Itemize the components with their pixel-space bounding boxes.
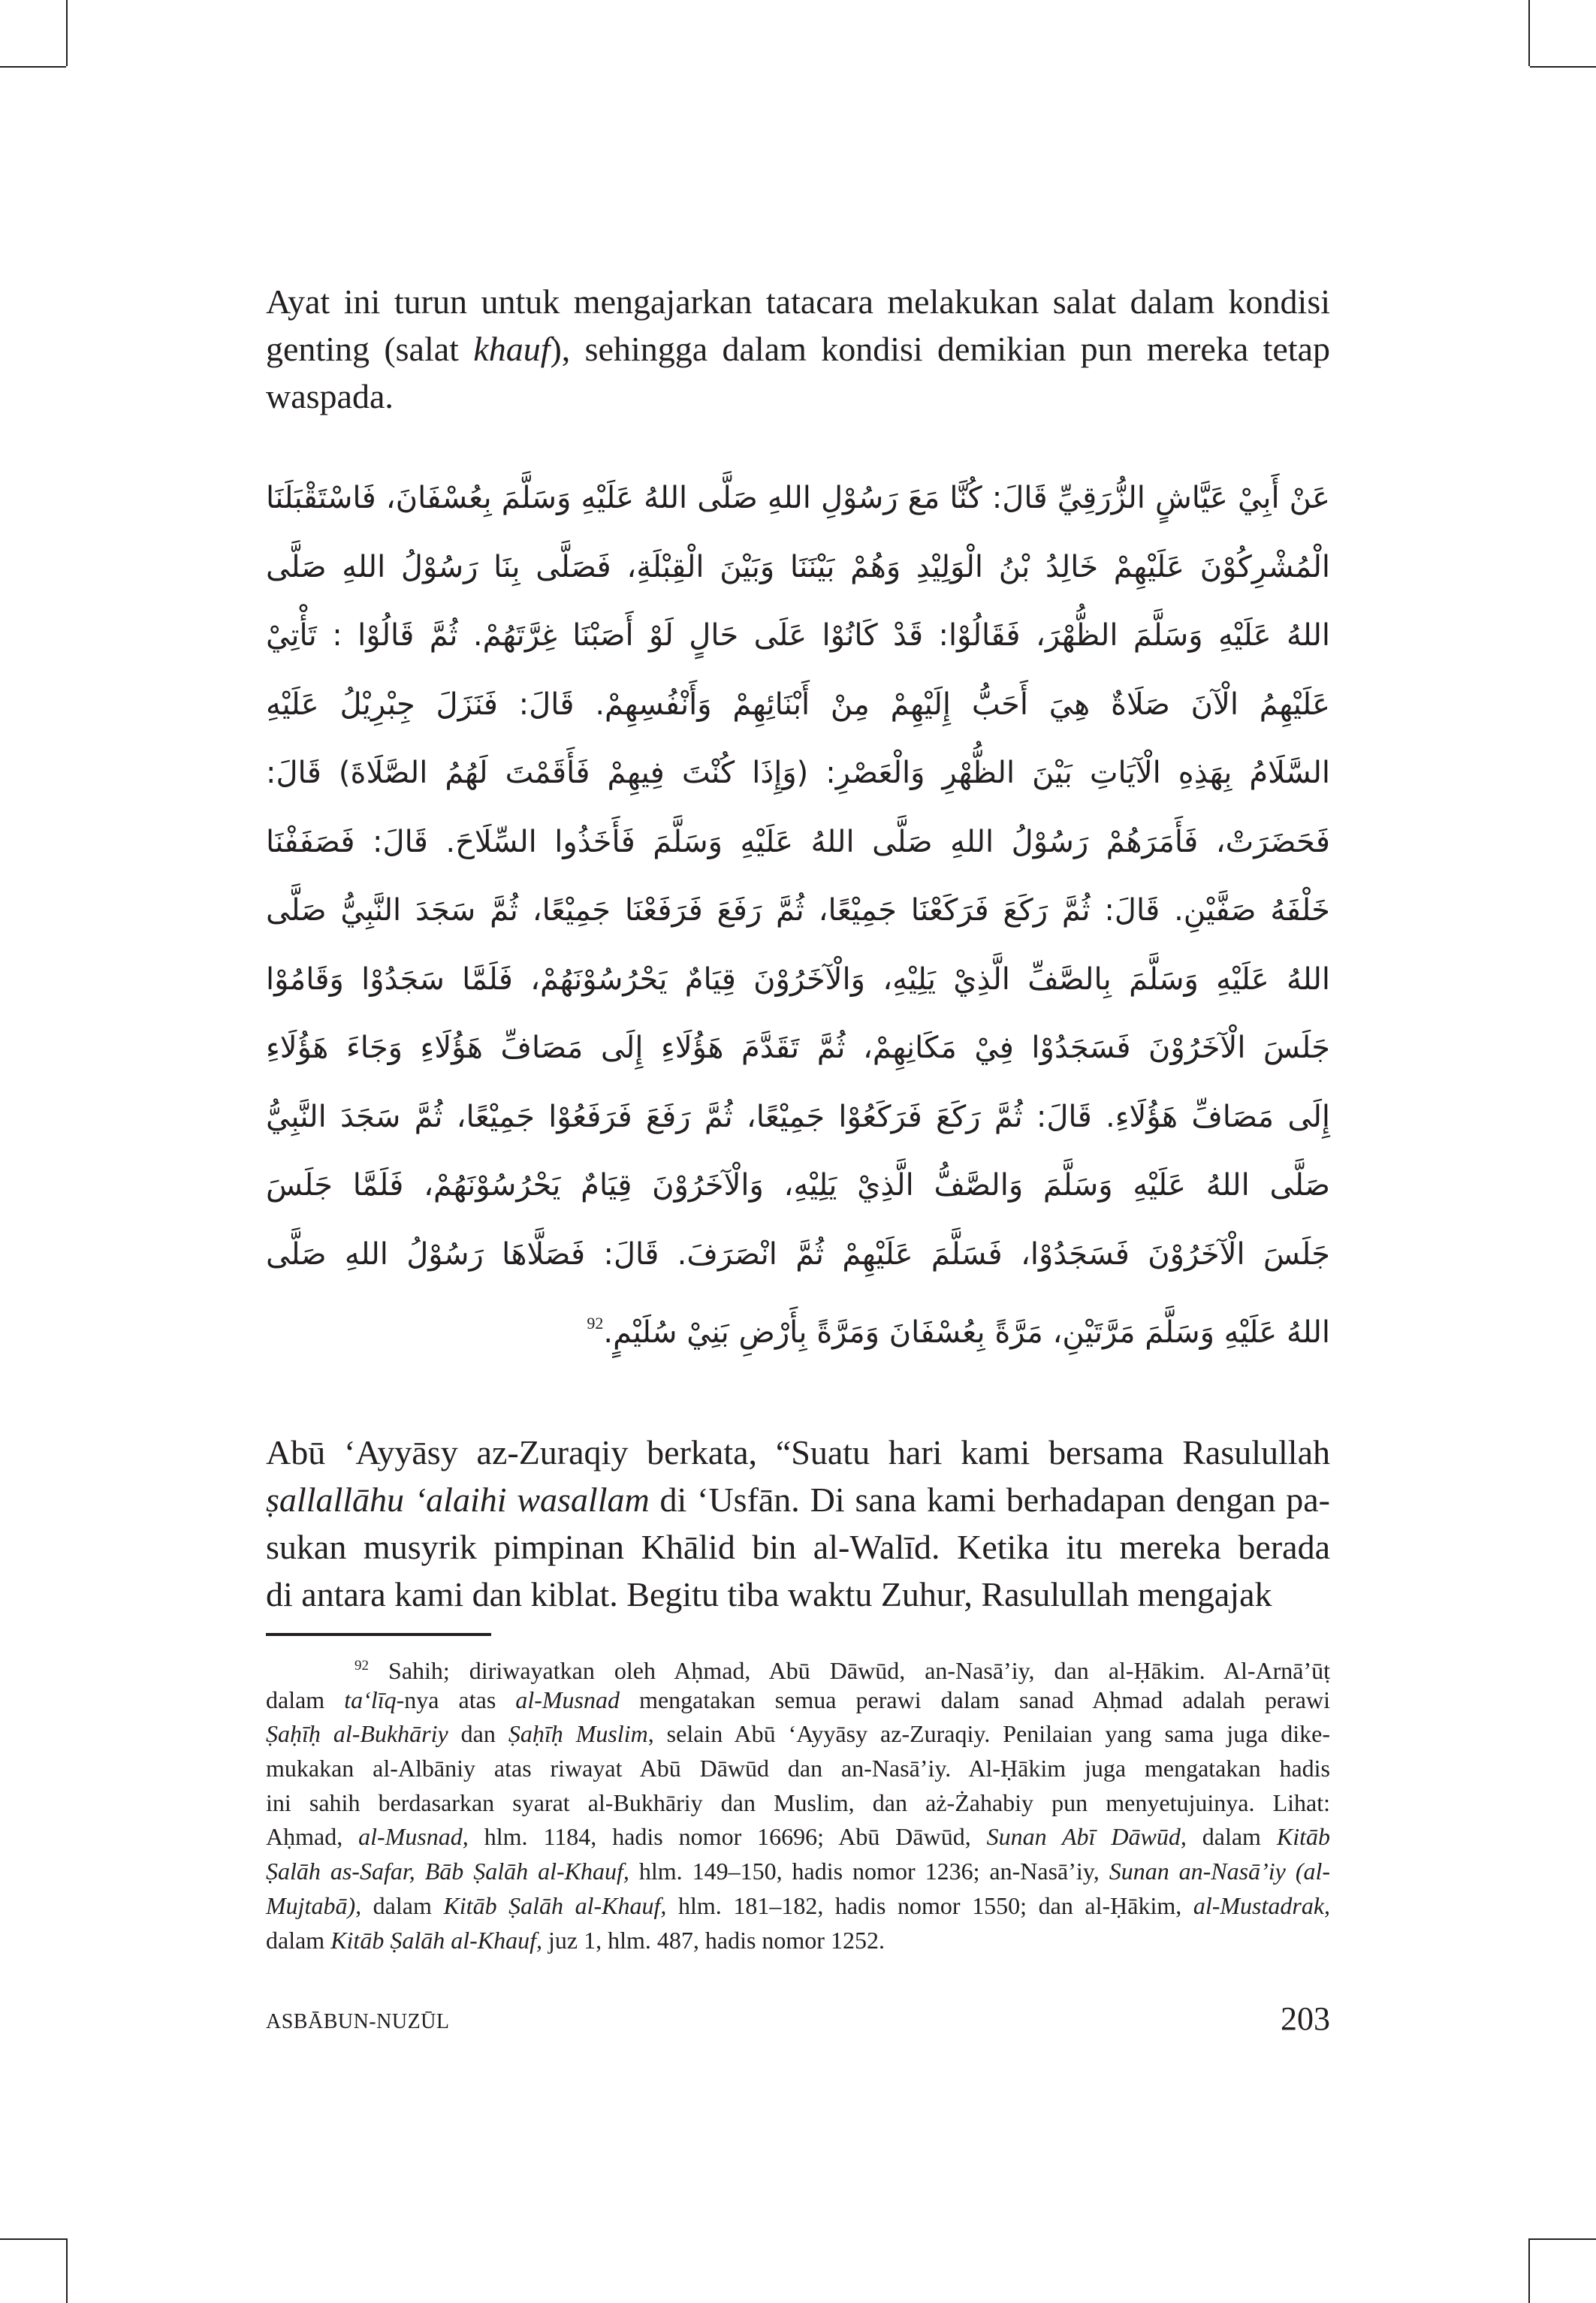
text-segment: , selain Abū ʻAyyāsy az-Zuraqiy. Penilaian yang sama juga dike- [647,1720,1331,1748]
arabic-text: إِلَى مَصَافِّ هَؤُلَاءِ. قَالَ: ثُمَّ رَكَعَ فَرَكَعُوْا جَمِيْعًا، ثُمَّ رَفَعَ فَرَفَعُوْا جَمِيْعًا، ثُمَّ سَجَدَ النَّبِيُّ [266,1099,1330,1134]
arabic-line [266,739,1330,808]
arabic-text: الْمُشْرِكُوْنَ عَلَيْهِمْ خَالِدُ بْنُ الْوَلِيْدِ وَهُمْ بَيْنَنَا وَبَيْنَ الْقِبْلَةِ، فَصَلَّى بِنَا رَسُوْلُ اللهِ صَلَّى [266,549,1330,584]
arabic-text: السَّلَامُ بِهَذِهِ الْآيَاتِ بَيْنَ الظُّهْرِ وَالْعَصْرِ: (وَإِذَا كُنْتَ فِيهِمْ فَأَقَمْتَ لَهُمُ الصَّلَاةَ) قَالَ: [266,756,1330,790]
text-line [266,1649,1330,1683]
text-segment: hlm. 1184, hadis nomor 16696; Abū Dāwūd, [468,1823,987,1851]
text-segment: -nya atas [396,1686,516,1713]
text-segment: di antara kami dan kiblat. Begitu tiba waktu Zuhur, Rasulullah mengajak [266,1575,1272,1613]
arabic-line [266,877,1330,946]
text-segment: mengatakan semua perawi dalam sanad Aḥmad adalah perawi [620,1686,1331,1713]
text-segment: dalam [266,1926,331,1954]
text-line [266,278,1330,325]
arabic-text: اللهُ عَلَيْهِ وَسَلَّمَ مَرَّتَيْنِ، مَرَّةً بِعُسْفَانَ وَمَرَّةً بِأَرْضِ بَنِيْ سُلَيْمٍ. [603,1315,1330,1350]
running-head: ASBĀBUN-NUZŪL [266,2010,450,2033]
italic-text: Sunan an-Nasā’iy (al- [1109,1858,1331,1885]
arabic-line [266,1221,1330,1290]
crop-mark [1530,2238,1596,2240]
crop-mark [66,0,68,66]
intro-paragraph [266,278,1330,420]
arabic-text: فَحَضَرَتْ، فَأَمَرَهُمْ رَسُوْلُ اللهِ صَلَّى اللهُ عَلَيْهِ وَسَلَّمَ فَأَخَذُوا السِّلَاحَ. قَالَ: فَصَفَفْنَا [266,824,1330,859]
crop-mark [0,2238,66,2240]
text-segment: dalam [1186,1823,1277,1851]
italic-text: khauf [473,330,551,368]
arabic-line [266,808,1330,877]
text-segment: dan [448,1720,508,1748]
arabic-text: صَلَّى اللهُ عَلَيْهِ وَسَلَّمَ وَالصَّفُّ الَّذِيْ يَلِيْهِ، وَالْآخَرُوْنَ قِيَامٌ يَحْرُسُوْنَهُمْ، فَلَمَّا جَلَسَ [266,1168,1330,1203]
text-line [266,1786,1330,1821]
text-line [266,1683,1330,1718]
text-segment: hlm. 149–150, hadis nomor 1236; an-Nasā’iy, [629,1858,1109,1885]
text-line [266,1820,1330,1855]
italic-text: Ṣaḥīḥ Muslim [508,1720,648,1748]
arabic-line [266,1083,1330,1152]
text-line [266,325,1330,373]
arabic-text: عَنْ أَبِيْ عَيَّاشٍ الزُّرَقِيِّ قَالَ: كُنَّا مَعَ رَسُوْلِ اللهِ صَلَّى اللهُ عَلَيْهِ وَسَلَّمَ بِعُسْفَانَ، فَاسْتَقْبَلَنَا [266,481,1330,515]
text-line [266,1571,1330,1618]
text-segment: dalam [361,1891,444,1919]
text-segment: ), sehingga dalam kondisi demikian pun mereka tetap [550,330,1330,368]
crop-mark [1528,0,1530,66]
text-line [266,1752,1330,1786]
text-line [266,373,1330,420]
page-number: 203 [1281,2000,1330,2037]
text-line [266,1717,1330,1752]
text-segment: hlm. 181–182, hadis nomor 1550; dan al-Ḥākim, [666,1891,1193,1919]
crop-mark [1530,66,1596,68]
arabic-text: اللهُ عَلَيْهِ وَسَلَّمَ بِالصَّفِّ الَّذِيْ يَلِيْهِ، وَالْآخَرُوْنَ قِيَامٌ يَحْرُسُوْنَهُمْ، فَلَمَّا سَجَدُوْا وَقَامُوْا [266,961,1330,997]
text-line [266,1476,1330,1523]
italic-text: ṣallallāhu ʻalaihi wasallam [266,1480,650,1519]
italic-text: Sunan Abī Dāwūd, [986,1823,1187,1851]
text-segment: Sahih; diriwayatkan oleh Aḥmad, Abū Dāwūd, an-Nasā’iy, dan al-Ḥākim. Al-Arnā’ūṭ [388,1657,1331,1684]
text-segment: ini sahih berdasarkan syarat al-Bukhāriy dan Muslim, dan aż-Żahabiy pun menyetujuinya. Lihat: [266,1788,1330,1816]
text-line [266,1924,1330,1958]
italic-text: al-Musnad, [358,1823,469,1851]
arabic-line [266,671,1330,740]
text-line [266,1889,1330,1924]
arabic-line [266,1152,1330,1221]
arabic-line [266,1289,1330,1358]
arabic-line [266,464,1330,533]
text-segment: dalam [266,1686,345,1713]
arabic-text: جَلَسَ الْآخَرُوْنَ فَسَجَدُوْا فِيْ مَكَانِهِمْ، ثُمَّ تَقَدَّمَ هَؤُلَاءِ إِلَى مَصَافِّ هَؤُلَاءِ وَجَاءَ هَؤُلَاءِ [266,1031,1330,1065]
text-segment: sukan musyrik pimpinan Khālid bin al-Walīd. Ketika itu mereka berada [266,1528,1330,1566]
italic-text: Ṣalāh as-Safar, Bāb Ṣalāh al-Khauf, [266,1858,629,1885]
italic-text: Kitāb [1276,1823,1331,1851]
footnote-separator [266,1633,491,1636]
italic-text: ta‘līq [344,1686,397,1713]
crop-mark [1528,2238,1530,2303]
footnote [266,1649,1330,1957]
arabic-line [266,1014,1330,1083]
arabic-text: جَلَسَ الْآخَرُوْنَ فَسَجَدُوْا، فَسَلَّمَ عَلَيْهِمْ ثُمَّ انْصَرَفَ. قَالَ: فَصَلَّاهَا رَسُوْلُ اللهِ صَلَّى [266,1236,1330,1272]
arabic-line [266,602,1330,671]
italic-text: Kitāb Ṣalāh al-Khauf, [443,1891,667,1919]
arabic-line [266,946,1330,1015]
text-segment: di ʻUsfān. Di sana kami berhadapan dengan pa- [649,1480,1331,1519]
text-segment: Abū ʻAyyāsy az-Zuraqiy berkata, “Suatu hari kami bersama Rasulullah [266,1433,1330,1471]
crop-mark [66,2238,68,2303]
italic-text: Mujtabā), [266,1891,362,1919]
arabic-text: عَلَيْهِمُ الْآنَ صَلَاةٌ هِيَ أَحَبُّ إِلَيْهِمْ مِنْ أَبْنَائِهِمْ وَأَنْفُسِهِمْ. قَالَ: فَنَزَلَ جِبْرِيْلُ عَلَيْهِ [266,687,1330,722]
italic-text: al-Mustadrak, [1193,1891,1331,1919]
text-segment: mukakan al-Albāniy atas riwayat Abū Dāwūd dan an-Nasā’iy. Al-Ḥākim juga mengatakan hadis [266,1755,1330,1782]
translation-paragraph [266,1429,1330,1618]
italic-text: Kitāb Ṣalāh al-Khauf, [330,1926,542,1954]
text-line [266,1855,1330,1889]
arabic-line [266,533,1330,602]
text-line [266,1523,1330,1571]
footnote-number: 92 [354,1658,369,1674]
arabic-hadith [266,464,1330,1358]
crop-mark [0,66,66,68]
text-segment: juz 1, hlm. 487, hadis nomor 1252. [542,1926,885,1954]
text-line [266,1429,1330,1476]
text-segment: genting (salat [266,330,474,368]
italic-text: Ṣaḥīḥ al-Bukhāriy [266,1720,448,1748]
footnote-reference[interactable]: 92 [587,1314,604,1333]
arabic-text: خَلْفَهُ صَفَّيْنِ. قَالَ: ثُمَّ رَكَعَ فَرَكَعْنَا جَمِيْعًا، ثُمَّ رَفَعَ فَرَفَعْنَا جَمِيْعًا، ثُمَّ سَجَدَ النَّبِيُّ صَلَّى [266,893,1330,928]
arabic-text: اللهُ عَلَيْهِ وَسَلَّمَ الظُّهْرَ، فَقَالُوْا: قَدْ كَانُوْا عَلَى حَالٍ لَوْ أَصَبْنَا غِرَّتَهُمْ. ثُمَّ قَالُوْا : تَأْتِيْ [266,618,1330,653]
text-segment: waspada. [266,377,394,415]
text-segment: Aḥmad, [266,1823,359,1851]
text-segment: Ayat ini turun untuk mengajarkan tatacara melakukan salat dalam kondisi [266,282,1330,321]
italic-text: al-Musnad [515,1686,620,1713]
